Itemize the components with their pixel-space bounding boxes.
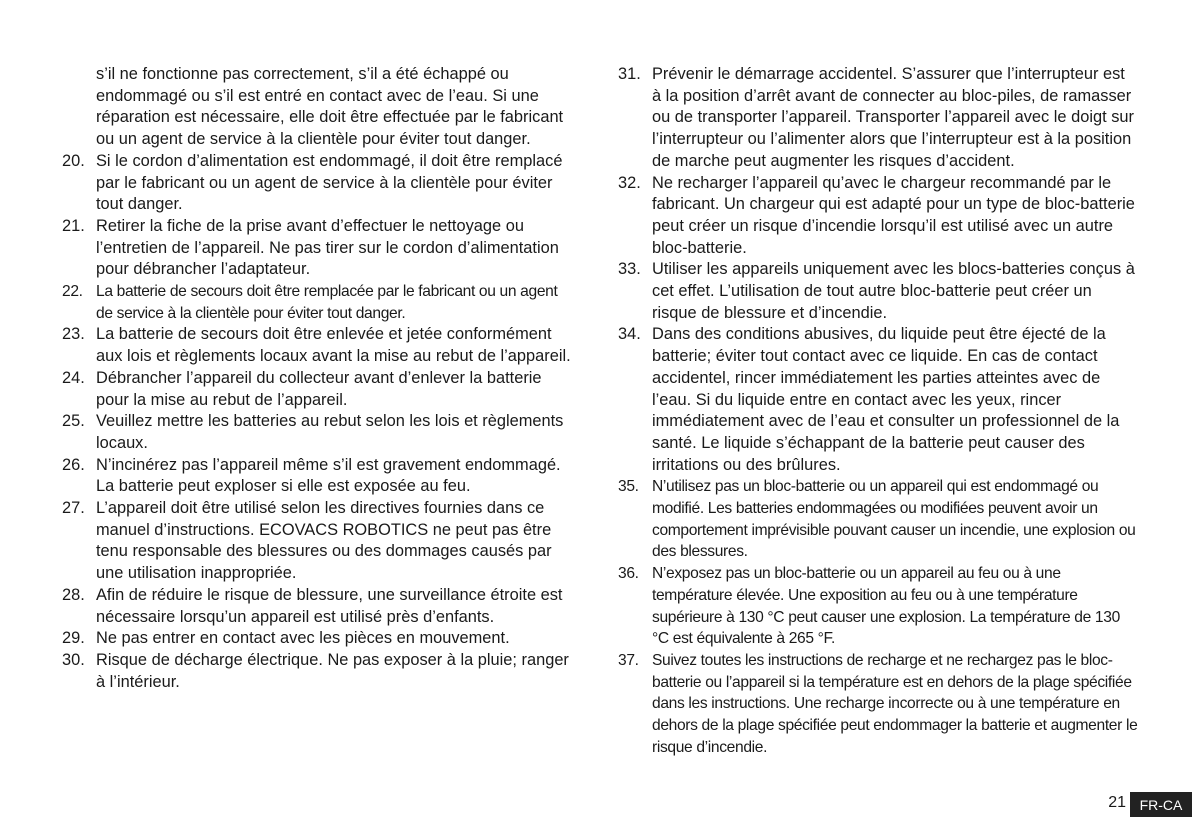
list-item [62, 368, 572, 411]
list-item [618, 64, 1138, 173]
left-column [62, 64, 572, 693]
item-number: 37. [618, 651, 639, 669]
item-text: N’utilisez pas un bloc-batterie ou un appareil qui est endommagé ou modifié. Les batteries endommagées ou modifiées peuvent avoir un comportement imprévisible pouvant causer un incendie, une explosion ou des blessures. [652, 478, 1136, 561]
list-item [62, 628, 572, 650]
list-item [62, 650, 572, 693]
item-text: La batterie de secours doit être enlevée et jetée conformément aux lois et règlements locaux avant la mise au rebut de l’appareil. [96, 325, 571, 366]
locale-badge: FR-CA [1130, 792, 1192, 817]
list-item [62, 585, 572, 628]
right-column [618, 64, 1138, 759]
item-number: 28. [62, 585, 85, 604]
list-item [62, 411, 572, 454]
item-number: 35. [618, 478, 639, 496]
item-text: Si le cordon d’alimentation est endommagé, il doit être remplacé par le fabricant ou un agent de service à la clientèle pour éviter tout danger. [96, 151, 563, 214]
list-item [618, 650, 1138, 759]
item-number: 24. [62, 368, 85, 387]
item-number: 34. [618, 325, 641, 344]
list-item [618, 173, 1138, 260]
item-text: Ne pas entrer en contact avec les pièces en mouvement. [96, 629, 510, 648]
list-item [62, 281, 572, 324]
item-text: Utiliser les appareils uniquement avec les blocs-batteries conçus à cet effet. L’utilisation de tout autre bloc-batterie peut créer un risque de blessure et d’incendie. [652, 260, 1135, 322]
item-number: 36. [618, 565, 639, 583]
item-number: 23. [62, 325, 85, 344]
item-number: 25. [62, 412, 85, 431]
list-item [62, 455, 572, 498]
list-item [62, 216, 572, 281]
item-text: Suivez toutes les instructions de recharge et ne rechargez pas le bloc-batterie ou l’appareil si la température est en dehors de la plage spécifiée dans les instructions. Une recharge incorrecte ou à une température en dehors de la plage spécifiée peut endommager la batterie et augmenter le risque d’incendie. [652, 651, 1138, 756]
list-item [62, 151, 572, 216]
item-text: N’incinérez pas l’appareil même s’il est gravement endommagé. La batterie peut exploser si elle est exposée au feu. [96, 455, 561, 496]
page-number: 21 [1108, 794, 1126, 811]
item-number: 33. [618, 260, 641, 279]
item-text: Risque de décharge électrique. Ne pas exposer à la pluie; ranger à l’intérieur. [96, 650, 569, 691]
item-text: Ne recharger l’appareil qu’avec le chargeur recommandé par le fabricant. Un chargeur qui est adapté pour un type de bloc-batterie peut créer un risque d’incendie lorsqu’il est utilisé avec un autre bloc-batterie. [652, 173, 1135, 257]
item-text: Débrancher l’appareil du collecteur avant d’enlever la batterie pour la mise au rebut de l’appareil. [96, 368, 542, 409]
list-item [62, 498, 572, 585]
item-text: Prévenir le démarrage accidentel. S’assurer que l’interrupteur est à la position d’arrêt avant de connecter au bloc-piles, de ramasser ou de transporter l’appareil. Transporter l’appareil avec le doigt sur l’interrupteur ou l’alimenter alors que l’interrupteur est à la position de marche peut augmenter les risques d’accident. [652, 65, 1134, 170]
safety-list-right [618, 64, 1138, 759]
item-number: 30. [62, 650, 85, 669]
list-item [618, 563, 1138, 650]
continued-paragraph: s’il ne fonctionne pas correctement, s’il a été échappé ou endommagé ou s’il est entré en contact avec de l’eau. Si une réparation est nécessaire, elle doit être effectuée par le fabricant ou un agent de service à la clientèle pour éviter tout danger. [96, 65, 564, 149]
list-item [618, 324, 1138, 476]
safety-list-left [62, 151, 572, 694]
item-number: 20. [62, 151, 85, 170]
item-text: Dans des conditions abusives, du liquide peut être éjecté de la batterie; éviter tout contact avec ce liquide. En cas de contact accidentel, rincer immédiatement les parties atteintes avec de l’eau. Si du liquide entre en contact avec les yeux, rincer immédiatement avec de l’eau et consulter un professionnel de la santé. Le liquide s’échappant de la batterie peut causer des irritations ou des brûlures. [652, 325, 1120, 474]
item-number: 29. [62, 629, 85, 648]
item-text: Afin de réduire le risque de blessure, une surveillance étroite est nécessaire lorsqu’un appareil est utilisé près d’enfants. [96, 585, 563, 626]
item-number: 32. [618, 173, 641, 192]
item-text: L’appareil doit être utilisé selon les directives fournies dans ce manuel d’instructions. ECOVACS ROBOTICS ne peut pas être tenu responsable des blessures ou des dommages causés par une utilisation inappropriée. [96, 499, 552, 583]
item-number: 26. [62, 455, 85, 474]
list-item [618, 476, 1138, 563]
item-number: 21. [62, 216, 85, 235]
item-text: N’exposez pas un bloc-batterie ou un appareil au feu ou à une température élevée. Une exposition au feu ou à une température supérieure à 130 °C peut causer une explosion. La température de 130 °C est équivalente à 265 °F. [652, 565, 1120, 648]
item-text: Veuillez mettre les batteries au rebut selon les lois et règlements locaux. [96, 412, 564, 452]
item-number: 31. [618, 65, 641, 83]
item-number: 27. [62, 499, 85, 518]
list-item [62, 324, 572, 367]
list-item [618, 259, 1138, 324]
item-text: Retirer la fiche de la prise avant d’effectuer le nettoyage ou l’entretien de l’appareil. Ne pas tirer sur le cordon d’alimentation pour débrancher l’adaptateur. [96, 216, 559, 279]
item-text: La batterie de secours doit être remplacée par le fabricant ou un agent de service à la clientèle pour éviter tout danger. [96, 283, 558, 322]
item-number: 22. [62, 283, 83, 301]
